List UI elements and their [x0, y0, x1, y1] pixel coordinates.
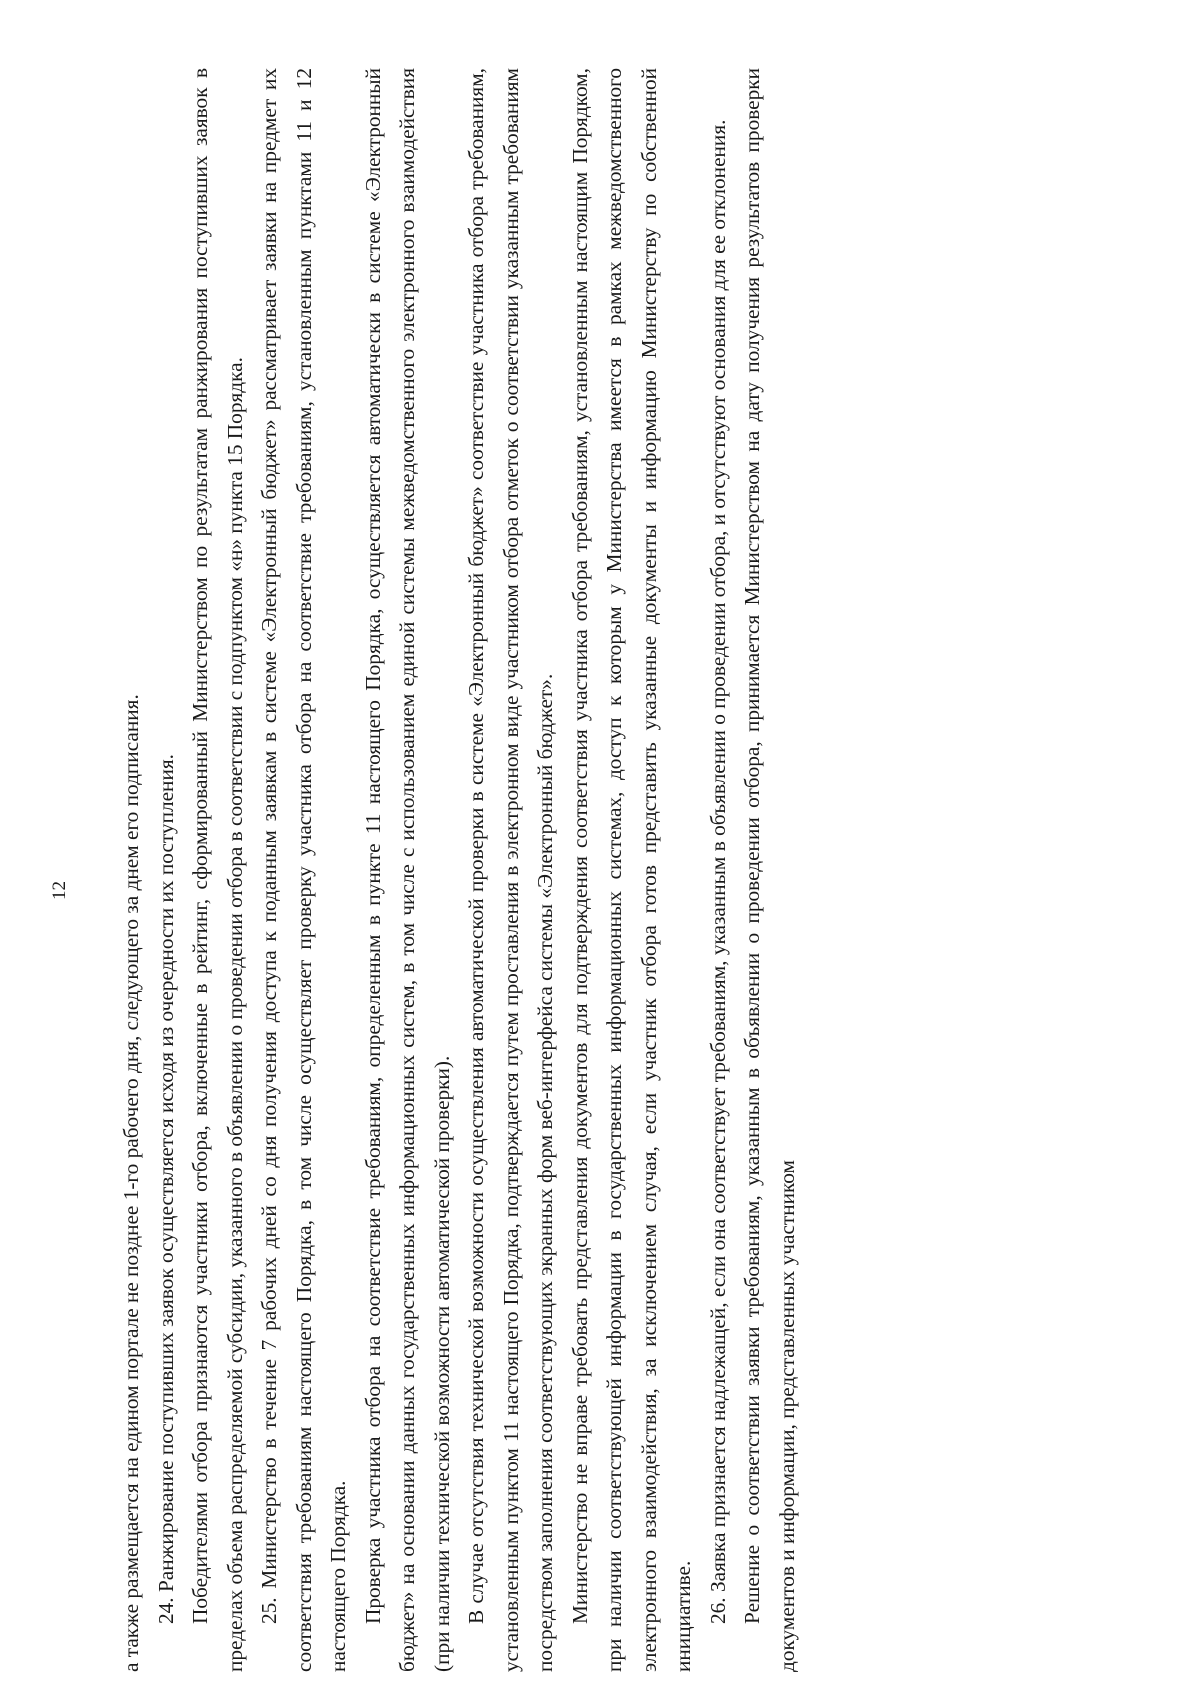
paragraph-item-26: 26. Заявка признается надлежащей, если она соответствует требованиям, указанным в объявлении о проведении отбора, и отсутствуют основания для ее отклонения.	[705, 119, 730, 1624]
paragraph-automatic-check: Проверка участника отбора на соответствие требованиям, определенным в пункте 11 настоящего Порядка, осуществляется автоматически в системе «Электронный бюджет» на основании данных государственных информационных систем, в том числе с использованием единой системы межведомственного электронного взаимодействия (при наличии технической возможности автоматической проверки).	[360, 68, 454, 1672]
paragraph-item-25: 25. Министерство в течение 7 рабочих дней со дня получения доступа к поданным заявкам в системе «Электронный бюджет» рассматривает заявки на предмет их соответствия требованиям настоящего Порядка, в том числе осуществляет проверку участника отбора на соответствие требованиям, установленным пунктами 11 и 12 настоящего Порядка.	[257, 68, 350, 1672]
paragraph-decision: Решение о соответствии заявки требованиям, указанным в объявлении о проведении отбора, принимается Министерством на дату получения результатов проверки документов и информации, представленных участником	[740, 68, 799, 1672]
paragraph-manual-confirmation: В случае отсутствия технической возможности осуществления автоматической проверки в системе «Электронный бюджет» соответствие участника отбора требованиям, установленным пунктом 11 настоящего Порядка, подтверждается путем проставления в электронном виде участником отбора отметок о соответствии указанным требованиям посредством заполнения соответствующих экранных форм веб-интерфейса системы «Электронный бюджет».	[464, 68, 557, 1672]
document-body	[114, 68, 804, 1672]
paragraph-continuation: а также размещается на едином портале не позднее 1-го рабочего дня, следующего за днем его подписания.	[119, 694, 143, 1672]
page-number: 12	[49, 881, 70, 900]
paragraph-winners: Победителями отбора признаются участники отбора, включенные в рейтинг, сформированный Министерством по результатам ранжирования поступивших заявок в пределах объема распределяемой субсидии, указанного в объявлении о проведении отбора в соответствии с подпунктом «н» пункта 15 Порядка.	[188, 68, 247, 1672]
paragraph-documents-request: Министерство не вправе требовать представления документов для подтверждения соответствия участника отбора требованиям, установленным настоящим Порядком, при наличии соответствующей информации в государственных информационных системах, доступ к которым у Министерства имеется в рамках межведомственного электронного взаимодействия, за исключением случая, если участник отбора готов представить указанные документы и информацию Министерству по собственной инициативе.	[567, 68, 695, 1672]
paragraph-item-24: 24. Ранжирование поступивших заявок осуществляется исходя из очередности их поступления.	[153, 754, 178, 1624]
rotated-page-content	[114, 68, 1060, 1672]
